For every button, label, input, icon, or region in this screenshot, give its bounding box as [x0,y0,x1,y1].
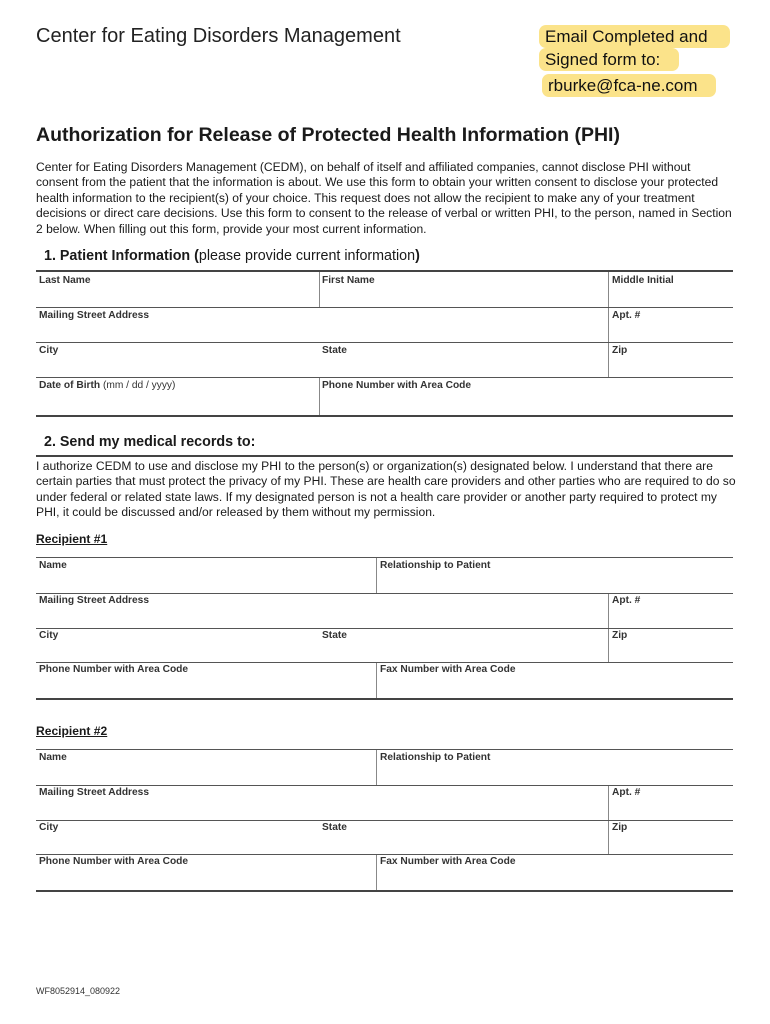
patient-phone-label: Phone Number with Area Code [322,380,472,391]
recipient2-street-field[interactable] [36,786,608,820]
recipient1-phone-field[interactable] [36,663,376,698]
apt-field[interactable] [609,308,733,342]
section2-top-rule [36,455,733,457]
authorization-paragraph: I authorize CEDM to use and disclose my PHI to the person(s) or organization(s) designated below. I understand that there are certain parties that must protect the privacy of my PHI. These are health care providers and other parties who are required to do so under federal or related state laws. If my designated person is not a health care provider or another party required to protect my PHI, it could be discussed and/or released by them without my permission. [36,459,736,520]
recipient1-street-label: Mailing Street Address [39,595,150,606]
recipient1-zip-field[interactable] [609,629,733,662]
state-field[interactable] [319,343,608,377]
recipient1-apt-field[interactable] [609,594,733,628]
recipient2-phone-label: Phone Number with Area Code [39,856,189,867]
recipient1-title: Recipient #1 [36,532,108,546]
zip-label: Zip [612,345,628,356]
mailing-street-label: Mailing Street Address [39,310,150,321]
patient-phone-field[interactable] [320,378,733,415]
recipient1-relationship-label: Relationship to Patient [380,560,491,571]
recipient2-zip-field[interactable] [609,821,733,854]
section2-heading: 2. Send my medical records to: [44,434,256,450]
recipient2-fax-label: Fax Number with Area Code [380,856,516,867]
apt-label: Apt. # [612,310,641,321]
recipient2-title: Recipient #2 [36,724,108,738]
section1-bottom-rule [36,415,733,417]
recipient1-relationship-field[interactable] [377,558,733,593]
dob-field[interactable] [36,378,319,415]
recipient1-fax-field[interactable] [377,663,733,698]
recipient2-apt-label: Apt. # [612,787,641,798]
recipient1-fax-label: Fax Number with Area Code [380,664,516,675]
recipient2-phone-field[interactable] [36,855,376,890]
recipient2-name-label: Name [39,752,67,763]
recipient2-city-label: City [39,822,59,833]
intro-paragraph: Center for Eating Disorders Management (CEDM), on behalf of itself and affiliated companies, cannot disclose PHI without consent from the patient that the information is about. We use this form to obtain your written consent to disclose your protected health information to the recipient(s) of your choice. This request does not allow the recipient to make any of your treatment decisions or direct care decisions. Use this form to consent to the release of verbal or written PHI, to the person, named in Section 2 below. When filling out this form, provide your most current information. [36,160,732,236]
email-note-line2: Signed form to: [539,48,679,71]
city-field[interactable] [36,343,319,377]
dob-label-text: Date of Birth [39,380,101,391]
recipient2-bottom-rule [36,890,733,892]
section1-heading [44,248,420,264]
dob-format: (mm / dd / yyyy) [102,380,176,391]
dob-label [39,380,175,391]
mailing-street-field[interactable] [36,308,608,342]
recipient1-name-field[interactable] [36,558,376,593]
recipient2-relationship-label: Relationship to Patient [380,752,491,763]
middle-initial-field[interactable] [609,272,733,307]
recipient2-city-field[interactable] [36,821,319,854]
section1-heading-text: 1. Patient Information ( [44,248,199,264]
page-title: Authorization for Release of Protected Health Information (PHI) [36,124,620,146]
recipient2-relationship-field[interactable] [377,750,733,785]
org-name: Center for Eating Disorders Management [36,25,401,47]
email-address: rburke@fca-ne.com [542,74,716,97]
recipient1-street-field[interactable] [36,594,608,628]
recipient1-state-field[interactable] [319,629,608,662]
recipient2-zip-label: Zip [612,822,628,833]
last-name-label: Last Name [39,275,91,286]
section1-heading-sub: please provide current information [198,248,416,264]
recipient2-apt-field[interactable] [609,786,733,820]
state-label: State [322,345,347,356]
first-name-field[interactable] [320,272,608,307]
recipient1-phone-label: Phone Number with Area Code [39,664,189,675]
email-note-line1: Email Completed and [539,25,730,48]
recipient1-name-label: Name [39,560,67,571]
recipient1-state-label: State [322,630,347,641]
recipient2-state-label: State [322,822,347,833]
recipient1-zip-label: Zip [612,630,628,641]
zip-field[interactable] [609,343,733,377]
last-name-field[interactable] [36,272,319,307]
recipient2-street-label: Mailing Street Address [39,787,150,798]
recipient1-bottom-rule [36,698,733,700]
recipient2-fax-field[interactable] [377,855,733,890]
city-label: City [39,345,59,356]
recipient1-city-label: City [39,630,59,641]
first-name-label: First Name [322,275,375,286]
middle-initial-label: Middle Initial [612,275,674,286]
section1-heading-close: ) [415,248,420,264]
form-code: WF8052914_080922 [36,986,121,996]
recipient1-city-field[interactable] [36,629,319,662]
recipient2-name-field[interactable] [36,750,376,785]
recipient1-apt-label: Apt. # [612,595,641,606]
recipient2-state-field[interactable] [319,821,608,854]
